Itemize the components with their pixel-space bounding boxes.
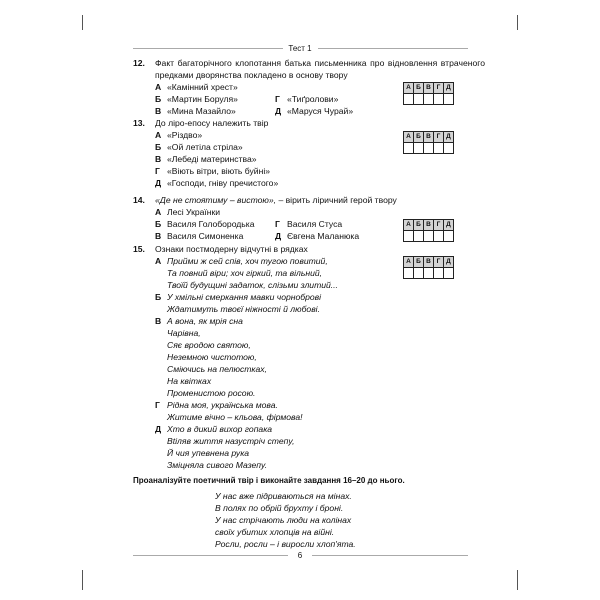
- stem-text: – вірить ліричний герой твору: [276, 195, 397, 205]
- option-text: «Ой летіла стріла»: [167, 142, 243, 152]
- grid-header-cell: В: [424, 220, 434, 231]
- option-letter: Б: [155, 292, 162, 302]
- poem-line: А вона, як мрія сна: [167, 316, 243, 326]
- poem-line: Рідна моя, українська мова.: [167, 400, 278, 410]
- poem-excerpt: [215, 490, 356, 550]
- option-letter: Д: [275, 231, 282, 241]
- option-letter: Д: [155, 178, 162, 188]
- option-row: [155, 141, 393, 153]
- option-letter: А: [155, 130, 162, 140]
- question-stem: [155, 194, 397, 206]
- poem-line: Й чия упевнена рука: [167, 448, 250, 458]
- poem-line: Житиме вічно – кльова, фірмова!: [167, 412, 303, 422]
- answer-cell[interactable]: [424, 94, 434, 105]
- answer-cell[interactable]: [404, 268, 414, 279]
- grid-header-cell: Б: [414, 83, 424, 94]
- grid-header-cell: Д: [444, 132, 454, 143]
- answer-cell[interactable]: [424, 268, 434, 279]
- question-stem: До ліро-епосу належить твір: [155, 118, 269, 128]
- poem-line: У хмільні смеркання мавки чорноброві: [167, 292, 322, 302]
- option-text: «Тиґролови»: [287, 94, 339, 104]
- poem-option-h: [155, 399, 393, 423]
- answer-cell[interactable]: [414, 231, 424, 242]
- answer-cell[interactable]: [414, 94, 424, 105]
- option-row: [155, 93, 393, 105]
- option-row: [155, 153, 393, 165]
- grid-header-cell: Г: [434, 220, 444, 231]
- option-row: [155, 81, 393, 93]
- option-letter: А: [155, 207, 162, 217]
- grid-header-cell: Б: [414, 132, 424, 143]
- answer-cell[interactable]: [424, 143, 434, 154]
- poem-line: Прийми ж сей спів, хоч тугою повитий,: [167, 256, 328, 266]
- option-text: «Мартин Боруля»: [167, 94, 238, 104]
- option-text: «Господи, гніву пречистого»: [167, 178, 279, 188]
- answer-cell[interactable]: [414, 143, 424, 154]
- answer-cell[interactable]: [404, 94, 414, 105]
- option-letter: Б: [155, 219, 162, 229]
- grid-header-cell: Г: [434, 132, 444, 143]
- option-letter: Г: [155, 400, 160, 410]
- crop-mark-top-right-h: [517, 15, 518, 30]
- poem-line: Твоїй будущині задаток, слізьми злитий...: [167, 280, 338, 290]
- answer-cell[interactable]: [444, 94, 454, 105]
- grid-header-cell: Д: [444, 257, 454, 268]
- option-letter: В: [155, 316, 162, 326]
- option-text: «Різдво»: [167, 130, 203, 140]
- poem-option-b: [155, 291, 393, 315]
- grid-header-cell: В: [424, 83, 434, 94]
- answer-cell[interactable]: [404, 143, 414, 154]
- answer-cell[interactable]: [444, 268, 454, 279]
- question-stem: Факт багаторічного клопотання батька письменника про відновлення втраченого предками дворянства покладено в основу твору: [155, 58, 485, 80]
- question-15: [133, 243, 393, 471]
- option-row: [155, 230, 393, 242]
- poem-line: Росли, росли – і виросли хлоп'ята.: [215, 539, 356, 549]
- grid-header-cell: Д: [444, 220, 454, 231]
- option-letter: Г: [155, 166, 160, 176]
- answer-cell[interactable]: [434, 143, 444, 154]
- answer-cell[interactable]: [444, 143, 454, 154]
- answer-grid-15[interactable]: [403, 256, 454, 279]
- answer-cell[interactable]: [434, 231, 444, 242]
- grid-header-cell: Г: [434, 83, 444, 94]
- option-letter: В: [155, 106, 162, 116]
- crop-mark-bottom-left: [82, 570, 83, 590]
- poem-option-d: [155, 423, 393, 471]
- quote-text: «Де не стоятиму – вистою»,: [155, 195, 277, 205]
- answer-cell[interactable]: [434, 94, 444, 105]
- poem-line: Сміючись на пелюстках,: [167, 364, 267, 374]
- poem-line: Неземною чистотою,: [167, 352, 257, 362]
- option-letter: Д: [155, 424, 162, 434]
- poem-line: Чарівна,: [167, 328, 201, 338]
- question-13: [133, 117, 393, 189]
- poem-line: Сяє вродою святою,: [167, 340, 251, 350]
- poem-line: У нас вже підриваються на мінах.: [215, 491, 352, 501]
- poem-line: Зміцняла сивого Мазепу.: [167, 460, 268, 470]
- option-text: «Маруся Чурай»: [287, 106, 354, 116]
- answer-grid-13[interactable]: [403, 131, 454, 154]
- question-number: 13.: [133, 118, 145, 128]
- answer-cell[interactable]: [404, 231, 414, 242]
- option-row: [155, 218, 393, 230]
- option-letter: А: [155, 82, 162, 92]
- option-letter: Г: [275, 219, 280, 229]
- option-text: «Мина Мазайло»: [167, 106, 236, 116]
- grid-header-cell: Г: [434, 257, 444, 268]
- header-rule-right: [318, 48, 468, 49]
- page-title: Тест 1: [288, 44, 312, 53]
- page-number: 6: [297, 551, 303, 560]
- grid-header-cell: Б: [414, 220, 424, 231]
- question-number: 14.: [133, 195, 145, 205]
- option-letter: Г: [275, 94, 280, 104]
- question-stem: Ознаки постмодерну відчутні в рядках: [155, 244, 308, 254]
- answer-cell[interactable]: [444, 231, 454, 242]
- grid-header-cell: А: [404, 132, 414, 143]
- poem-line: Та повний віри; хоч гіркий, та вільний,: [167, 268, 323, 278]
- option-text: Василя Стуса: [287, 219, 343, 229]
- option-text: «Віють вітри, віють буйні»: [167, 166, 271, 176]
- footer-rule-right: [312, 555, 468, 556]
- grid-header-cell: В: [424, 132, 434, 143]
- option-text: Василя Симоненка: [167, 231, 244, 241]
- grid-header-cell: Б: [414, 257, 424, 268]
- poem-line: На квітках: [167, 376, 212, 386]
- option-text: «Лебеді материнства»: [167, 154, 257, 164]
- option-text: Лесі Українки: [167, 207, 221, 217]
- task-instruction: Проаналізуйте поетичний твір і виконайте завдання 16–20 до нього.: [133, 476, 405, 485]
- option-row: [155, 129, 393, 141]
- answer-grid-12[interactable]: [403, 82, 454, 105]
- grid-header-cell: А: [404, 220, 414, 231]
- poem-line: В полях по обрій бруxту і броні.: [215, 503, 344, 513]
- answer-cell[interactable]: [424, 231, 434, 242]
- page-header: [0, 43, 600, 55]
- answer-cell[interactable]: [414, 268, 424, 279]
- option-row: [155, 206, 393, 218]
- poem-line: Ждатимуть твоєї ніжності й любові.: [167, 304, 320, 314]
- option-letter: А: [155, 256, 162, 266]
- option-letter: В: [155, 231, 162, 241]
- poem-option-v: [155, 315, 393, 399]
- poem-line: У нас стрічають люди на колінах: [215, 515, 352, 525]
- poem-line: Хто в дикий вихор гопака: [167, 424, 273, 434]
- grid-header-cell: А: [404, 257, 414, 268]
- option-letter: Б: [155, 142, 162, 152]
- poem-line: Променистою росою.: [167, 388, 256, 398]
- option-row: [155, 165, 393, 177]
- question-12: [133, 57, 485, 117]
- poem-option-a: [155, 255, 393, 291]
- option-letter: Б: [155, 94, 162, 104]
- answer-grid-14[interactable]: [403, 219, 454, 242]
- question-number: 12.: [133, 58, 145, 68]
- poem-line: своїх убитих хлопців на війні.: [215, 527, 335, 537]
- crop-mark-top-left-h: [82, 15, 83, 30]
- grid-header-cell: А: [404, 83, 414, 94]
- grid-header-cell: Д: [444, 83, 454, 94]
- poem-line: Вtіляв життя назустріч степу,: [167, 436, 295, 446]
- option-row: [155, 105, 393, 117]
- answer-cell[interactable]: [434, 268, 444, 279]
- option-text: Василя Голобородька: [167, 219, 255, 229]
- option-letter: В: [155, 154, 162, 164]
- option-text: «Камінний хрест»: [167, 82, 238, 92]
- crop-mark-bottom-right: [517, 570, 518, 590]
- option-row: [155, 177, 393, 189]
- question-number: 15.: [133, 244, 145, 254]
- question-14: [133, 194, 397, 242]
- page-footer: [0, 550, 600, 562]
- option-letter: Д: [275, 106, 282, 116]
- grid-header-cell: В: [424, 257, 434, 268]
- option-text: Євгена Маланюка: [287, 231, 360, 241]
